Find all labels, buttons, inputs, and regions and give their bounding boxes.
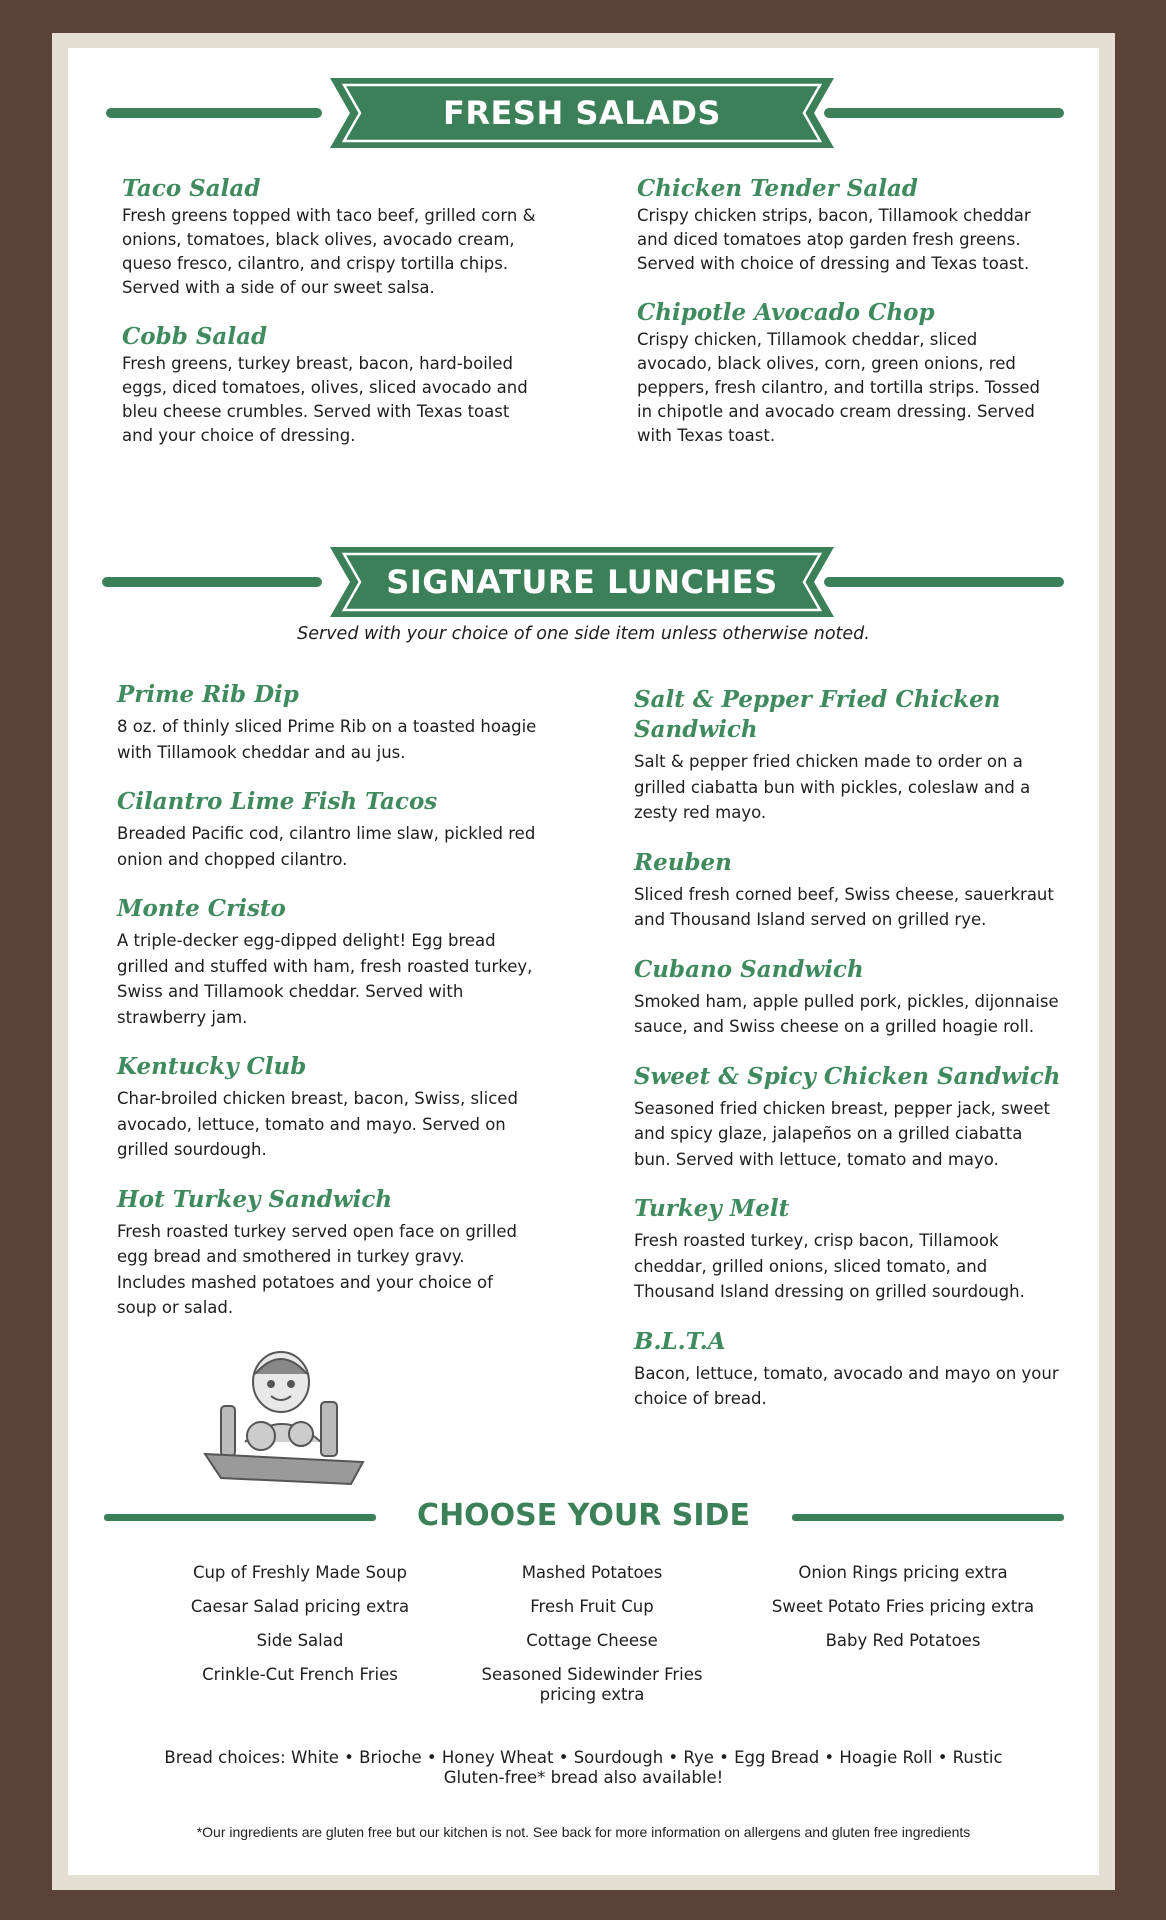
lunches-banner <box>68 547 1099 617</box>
side-item: Baby Red Potatoes <box>825 1631 981 1650</box>
bread-line-1: Bread choices: White • Brioche • Honey Wheat • Sourdough • Rye • Egg Bread • Hoagie Roll • Rustic <box>164 1748 1003 1767</box>
menu-item <box>634 848 1064 933</box>
menu-item-name: Chipotle Avocado Chop <box>637 299 935 326</box>
menu-item-description: Salt & pepper fried chicken made to order on a grilled ciabatta bun with pickles, coleslaw and a zesty red mayo. <box>634 752 1031 822</box>
menu-item-name: Taco Salad <box>122 175 261 202</box>
side-item: Cup of Freshly Made Soup <box>192 1563 408 1582</box>
menu-item-name: Cubano Sandwich <box>634 955 864 983</box>
menu-item-name: Cobb Salad <box>122 323 268 350</box>
lunches-right-column <box>634 685 1064 1434</box>
menu-item-description: Sliced fresh corned beef, Swiss cheese, sauerkraut and Thousand Island served on grilled rye. <box>634 884 1054 929</box>
menu-item-name: Reuben <box>634 848 732 876</box>
side-item: Sweet Potato Fries pricing extra <box>771 1597 1035 1616</box>
menu-item <box>634 1327 1064 1412</box>
menu-item-description: Crispy chicken strips, bacon, Tillamook cheddar and diced tomatoes atop garden fresh greens. Served with choice of dressing and Texas toast. <box>637 206 1031 273</box>
menu-item <box>634 1194 1064 1305</box>
menu-item-name: Kentucky Club <box>117 1053 307 1080</box>
menu-item-description: Breaded Pacific cod, cilantro lime slaw, pickled red onion and chopped cilantro. <box>117 824 536 869</box>
menu-item-description: Bacon, lettuce, tomato, avocado and mayo on your choice of bread. <box>634 1363 1059 1408</box>
side-item: Fresh Fruit Cup <box>530 1597 654 1616</box>
side-item: Caesar Salad pricing extra <box>190 1597 410 1616</box>
menu-item-name: Prime Rib Dip <box>117 681 299 708</box>
menu-item-name: Sweet & Spicy Chicken Sandwich <box>634 1062 1061 1090</box>
menu-item <box>117 1052 537 1163</box>
banner-line-right <box>824 577 1064 587</box>
menu-item-description: Char-broiled chicken breast, bacon, Swiss, sliced avocado, lettuce, tomato and mayo. Served on grilled sourdough. <box>117 1089 518 1159</box>
side-item: Crinkle-Cut French Fries <box>202 1665 398 1684</box>
menu-item-description: Crispy chicken, Tillamook cheddar, sliced avocado, black olives, corn, green onions, red peppers, fresh cilantro, and tortilla strips. Tossed in chipotle and avocado cream dressing. Served with Texas toast. <box>637 330 1040 445</box>
salads-title: FRESH SALADS <box>443 94 721 132</box>
banner-line-left <box>106 108 322 118</box>
menu-item-name: Monte Cristo <box>117 895 286 922</box>
salads-left-column <box>122 174 542 470</box>
sides-header <box>68 1494 1099 1538</box>
menu-page <box>68 48 1099 1875</box>
sides-title: CHOOSE YOUR SIDE <box>417 1498 750 1533</box>
menu-item <box>634 685 1064 826</box>
menu-item-name: Turkey Melt <box>634 1195 790 1222</box>
side-item: Mashed Potatoes <box>521 1563 663 1582</box>
menu-item <box>634 1062 1064 1173</box>
menu-item-name: Chicken Tender Salad <box>637 175 918 202</box>
menu-item-description: 8 oz. of thinly sliced Prime Rib on a toasted hoagie with Tillamook cheddar and au jus. <box>117 717 537 762</box>
menu-item-name: Salt & Pepper Fried Chicken Sandwich <box>634 686 1001 743</box>
menu-item-description: Fresh greens, turkey breast, bacon, hard-boiled eggs, diced tomatoes, olives, sliced avocado and bleu cheese crumbles. Served with Texas toast and your choice of dressing. <box>122 354 528 445</box>
side-item: Seasoned Sidewinder Fries <box>481 1665 703 1684</box>
menu-item-description: Fresh roasted turkey served open face on grilled egg bread and smothered in turkey gravy. Includes mashed potatoes and your choice of soup or salad. <box>117 1221 517 1317</box>
waitress-illustration-icon <box>201 1346 367 1488</box>
gluten-footnote: *Our ingredients are gluten free but our kitchen is not. See back for more information on allergens and gluten free ingredients <box>196 1824 971 1840</box>
menu-item <box>117 1185 537 1321</box>
banner-ribbon <box>330 78 834 148</box>
sides-column-2 <box>442 1563 742 1719</box>
lunches-title: SIGNATURE LUNCHES <box>386 563 778 601</box>
lunches-left-column <box>117 680 537 1343</box>
menu-item-description: Seasoned fried chicken breast, pepper jack, sweet and spicy glaze, jalapeños on a grilled ciabatta bun. Served with lettuce, tomato and mayo. <box>634 1098 1050 1169</box>
menu-item-description: Fresh roasted turkey, crisp bacon, Tillamook cheddar, grilled onions, sliced tomato, and Thousand Island dressing on grilled sourdough. <box>634 1231 1025 1301</box>
salads-right-column <box>637 174 1057 470</box>
side-item: Side Salad <box>256 1631 344 1650</box>
menu-item-name: Hot Turkey Sandwich <box>117 1185 393 1213</box>
sides-column-1 <box>150 1563 450 1699</box>
side-item: pricing extra <box>539 1685 645 1704</box>
menu-item <box>117 680 537 765</box>
side-item: Onion Rings pricing extra <box>798 1563 1008 1582</box>
menu-item <box>637 298 1057 448</box>
menu-item <box>122 322 542 448</box>
side-item: Cottage Cheese <box>526 1631 658 1650</box>
menu-item-description: Smoked ham, apple pulled pork, pickles, dijonnaise sauce, and Swiss cheese on a grilled hoagie roll. <box>634 991 1059 1036</box>
menu-item <box>117 894 537 1030</box>
banner-line-left <box>102 577 322 587</box>
salads-banner <box>68 78 1099 148</box>
menu-item <box>122 174 542 300</box>
menu-item <box>637 174 1057 276</box>
sides-column-3 <box>753 1563 1053 1665</box>
menu-item-description: A triple-decker egg-dipped delight! Egg bread grilled and stuffed with ham, fresh roasted turkey, Swiss and Tillamook cheddar. Served with strawberry jam. <box>117 931 533 1027</box>
banner-line-right <box>824 108 1064 118</box>
lunches-note: Served with your choice of one side item unless otherwise noted. <box>297 624 870 644</box>
banner-ribbon <box>330 547 834 617</box>
menu-item <box>117 787 537 872</box>
menu-item-name: Cilantro Lime Fish Tacos <box>117 788 438 815</box>
menu-item <box>634 955 1064 1040</box>
bread-line-2: Gluten-free* bread also available! <box>443 1768 724 1787</box>
bread-choices <box>68 1748 1099 1788</box>
menu-item-name: B.L.T.A <box>634 1327 726 1355</box>
menu-item-description: Fresh greens topped with taco beef, grilled corn & onions, tomatoes, black olives, avocado cream, queso fresco, cilantro, and crispy tortilla chips. Served with a side of our sweet salsa. <box>122 206 536 297</box>
